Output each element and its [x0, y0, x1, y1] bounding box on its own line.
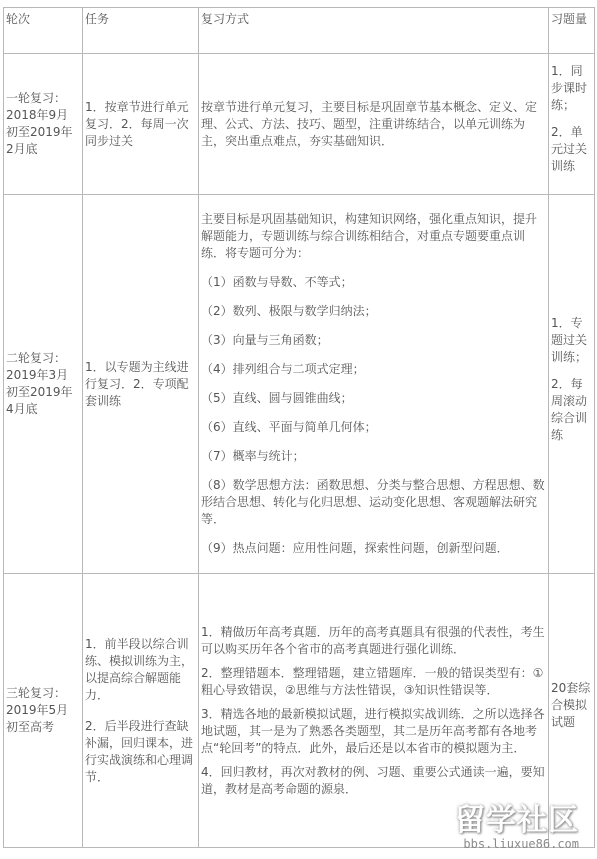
task-cell	[83, 195, 199, 574]
method-text: 4．回归教材，再次对教材的例、习题、重要公式通读一遍，要知道，教材是高考命题的源泉．	[201, 764, 545, 796]
topic-item: （2）数列、极限与数学归纳法；	[201, 304, 377, 318]
table-row	[4, 54, 595, 195]
quantity-text: 2．每周滚动综合训练	[551, 376, 588, 442]
quantity-text: 2．单元过关训练	[551, 125, 588, 173]
method-cell	[199, 574, 549, 848]
watermark-logo-text: 留学社区	[455, 803, 579, 838]
topic-item: （9）热点问题：应用性问题，探索性问题，创新型问题．	[201, 541, 509, 555]
method-text: 主要目标是巩固基础知识，构建知识网络，强化重点知识，提升解题能力，专题训练与综合训练相结合，对重点专题要重点训练．将专题可分为：	[201, 212, 538, 260]
topic-item: （7）概率与统计；	[201, 449, 305, 463]
header-row	[4, 8, 595, 54]
method-text: 按章节进行单元复习，主要目标是巩固章节基本概念、定义、定理、公式、方法、技巧、题型，注重讲练结合，以单元训练为主，突出重点难点，夯实基础知识．	[201, 99, 538, 148]
review-plan-table	[3, 7, 595, 848]
quantity-text: 1．专题过关训练；	[551, 315, 588, 364]
task-text: 1．以专题为主线进行复习．2．专项配套训练	[85, 359, 189, 408]
table-row	[4, 195, 595, 574]
task-text: 1．前半段以综合训练、模拟训练为主，以提高综合解题能力．	[85, 636, 194, 702]
quantity-cell	[549, 195, 595, 574]
quantity-text: 20套综合模拟试题	[551, 681, 591, 729]
quantity-text: 1．同步课时练；	[551, 64, 588, 112]
topic-item: （6）直线、平面与简单几何体；	[201, 420, 377, 434]
watermark-url: bbs.liuxue86.com	[463, 837, 579, 851]
header-task: 任务	[83, 8, 199, 54]
topic-item: （5）直线、圆与圆锥曲线；	[201, 391, 353, 405]
task-cell	[83, 54, 199, 195]
method-text: 2．整理错题本．整理错题，建立错题库．一般的错误类型有：①粗心导致错误，②思维与方法性错误，③知识性错误等．	[201, 665, 544, 697]
task-text: 1．按章节进行单元复习．2．每周一次同步过关	[85, 99, 189, 148]
round-cell: 一轮复习：2018年9月初至2019年2月底	[4, 54, 83, 195]
topic-item: （8）数学思想方法：函数思想、分类与整合思想、方程思想、数形结合思想、转化与化归思想、运动变化思想、客观题解法研究等．	[201, 478, 545, 526]
task-text: 2．后半段进行查缺补漏，回归课本，进行实战演练和心理调节．	[85, 718, 194, 784]
topic-item: （1）函数与导数、不等式；	[201, 275, 353, 289]
method-cell	[199, 195, 549, 574]
table-row	[4, 574, 595, 848]
header-round: 轮次	[4, 8, 83, 54]
task-cell	[83, 574, 199, 848]
quantity-cell	[549, 574, 595, 848]
round-cell: 二轮复习：2019年3月初至2019年4月底	[4, 195, 83, 574]
quantity-cell	[549, 54, 595, 195]
method-cell	[199, 54, 549, 195]
round-cell: 三轮复习：2019年5月初至高考	[4, 574, 83, 848]
header-method: 复习方式	[199, 8, 549, 54]
topic-item: （4）排列组合与二项式定理；	[201, 362, 365, 376]
method-text: 1．精做历年高考真题．历年的高考真题具有很强的代表性，考生可以购买历年各个省市的高考真题进行强化训练．	[201, 624, 545, 656]
topic-item: （3）向量与三角函数；	[201, 333, 329, 347]
method-text: 3．精选各地的最新模拟试题，进行模拟实战训练．之所以选择各地试题，其一是为了熟悉各类题型，其二是历年高考都有各地考点“轮回考”的特点．此外，最后还是以本省市的模拟题为主．	[201, 706, 545, 755]
header-quantity: 习题量	[549, 8, 595, 54]
